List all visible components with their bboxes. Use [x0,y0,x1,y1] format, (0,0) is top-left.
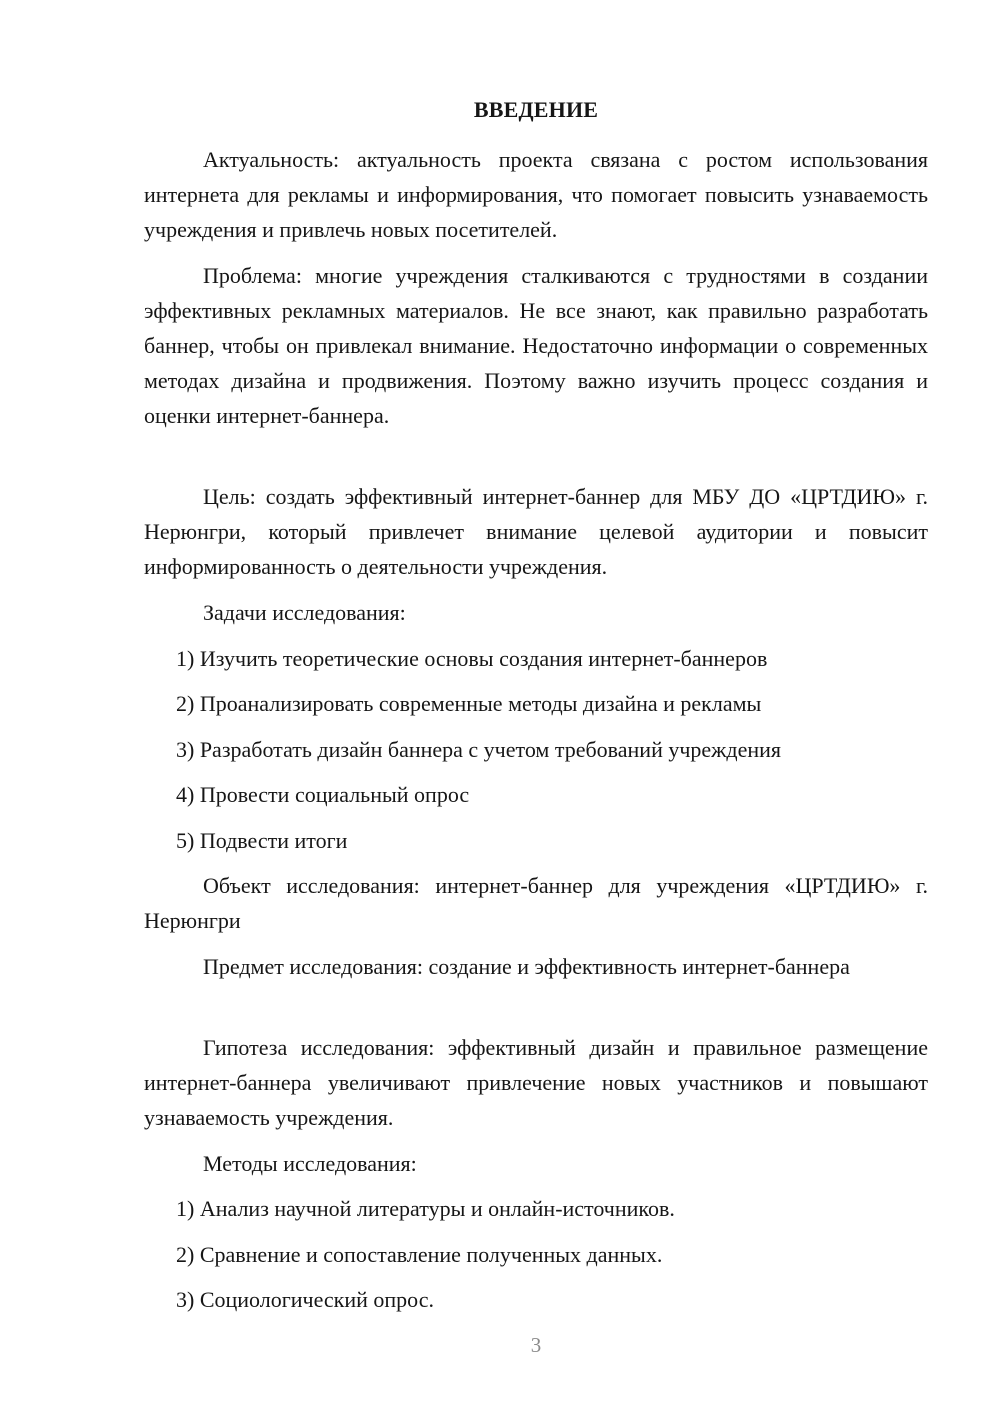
problem-paragraph: Проблема: многие учреждения сталкиваются с трудностями в создании эффективных рекламных материалов. Не все знают, как правильно разработать баннер, чтобы он привлекал внимание. Недостаточно информации о современных методах дизайна и продвижения. Поэтому важно изучить процесс создания и оценки интернет-баннера. [144,263,928,428]
page-number: 3 [530,1333,542,1357]
task-item: 4) Провести социальный опрос [176,782,470,807]
goal-paragraph: Цель: создать эффективный интернет-баннер для МБУ ДО «ЦРТДИЮ» г. Нерюнгри, который привлечет внимание целевой аудитории и повысит информированность о деятельности учреждения. [144,484,928,579]
relevance-paragraph: Актуальность: актуальность проекта связана с ростом использования интернета для рекламы и информирования, что помогает повысить узнаваемость учреждения и привлечь новых посетителей. [144,147,928,242]
method-item: 2) Сравнение и сопоставление полученных данных. [176,1242,663,1267]
subject-paragraph: Предмет исследования: создание и эффективность интернет-баннера [203,954,850,979]
method-item: 1) Анализ научной литературы и онлайн-источников. [176,1196,675,1221]
hypothesis-paragraph: Гипотеза исследования: эффективный дизайн и правильное размещение интернет-баннера увеличивают привлечение новых участников и повышают узнаваемость учреждения. [144,1035,928,1130]
method-item: 3) Социологический опрос. [176,1287,434,1312]
task-item: 3) Разработать дизайн баннера с учетом требований учреждения [176,737,782,762]
task-item: 1) Изучить теоретические основы создания интернет-баннеров [176,646,768,671]
page-title: ВВЕДЕНИЕ [473,97,599,122]
task-item: 5) Подвести итоги [176,828,348,853]
object-paragraph: Объект исследования: интернет-баннер для учреждения «ЦРТДИЮ» г. Нерюнгри [144,873,928,933]
task-item: 2) Проанализировать современные методы дизайна и рекламы [176,691,762,716]
tasks-heading: Задачи исследования: [203,600,406,625]
methods-heading: Методы исследования: [203,1151,417,1176]
